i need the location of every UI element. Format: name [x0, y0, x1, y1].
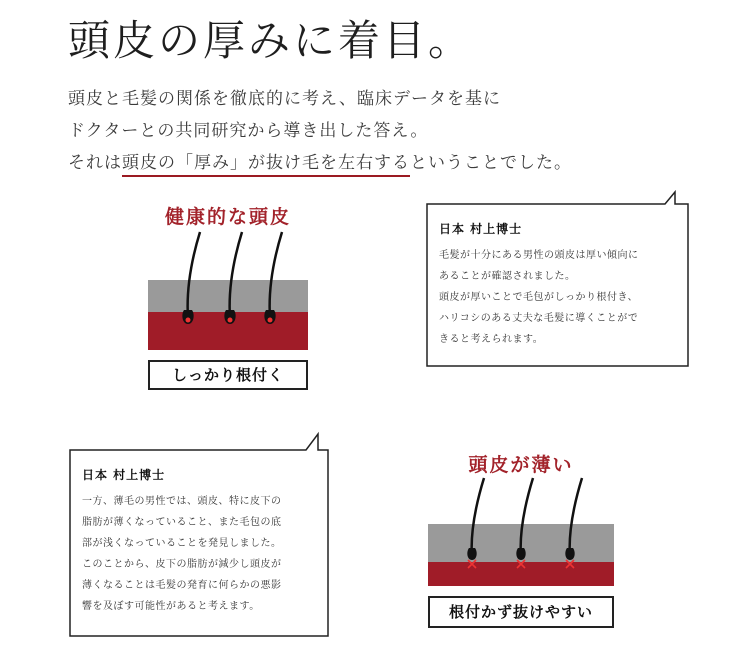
healthy-scalp-title: 健康的な頭皮 [164, 206, 291, 228]
comment-1-line: きると考えられます。 [439, 334, 544, 345]
comment-2-line: 薄くなることは毛髪の発育に何らかの悪影 [82, 580, 282, 591]
intro-line-1: 頭皮と毛髪の関係を徹底的に考え、臨床データを基に [68, 89, 502, 109]
intro-highlight: 頭皮の「厚み」が抜け毛を左右する [122, 153, 410, 177]
doctor-comment-1 [425, 190, 690, 368]
page-title: 頭皮の厚みに着目。 [68, 16, 474, 65]
healthy-caption: しっかり根付く [148, 360, 308, 390]
comment-2-line: 一方、薄毛の男性では、頭皮、特に皮下の [82, 496, 282, 507]
comment-1-line: 毛髪が十分にある男性の頭皮は厚い傾向に [439, 250, 639, 261]
intro-line-2: ドクターとの共同研究から導き出した答え。 [68, 121, 429, 141]
comment-2-line: このことから、皮下の脂肪が減少し頭皮が [82, 559, 282, 570]
thin-scalp-illustration [428, 474, 614, 586]
thin-caption: 根付かず抜けやすい [428, 596, 614, 628]
comment-1-line: ハリコシのある丈夫な毛髪に導くことがで [439, 313, 639, 324]
comment-2-line: 脂肪が薄くなっていること、また毛包の底 [82, 517, 282, 528]
comment-2-line: 響を及ぼす可能性があると考えます。 [82, 601, 260, 612]
skin-layer-upper [148, 280, 308, 312]
comment-1-line: あることが確認されました。 [439, 271, 576, 282]
doctor-name-1: 日本 村上博士 [439, 222, 523, 236]
doctor-name-2: 日本 村上博士 [82, 468, 166, 482]
intro-line-3 [68, 150, 708, 176]
doctor-comment-2 [68, 432, 330, 638]
comment-2-line: 部が浅くなっていることを発見しました。 [82, 538, 282, 549]
healthy-scalp-illustration [148, 228, 308, 350]
comment-1-line: 頭皮が厚いことで毛包がしっかり根付き、 [439, 292, 639, 303]
intro-text [68, 86, 708, 182]
skin-layer-lower [428, 562, 614, 586]
thin-scalp-title: 頭皮が薄い [468, 454, 574, 476]
intro-line-3-post: ということでした。 [410, 153, 572, 173]
intro-line-3-pre: それは [68, 153, 122, 173]
